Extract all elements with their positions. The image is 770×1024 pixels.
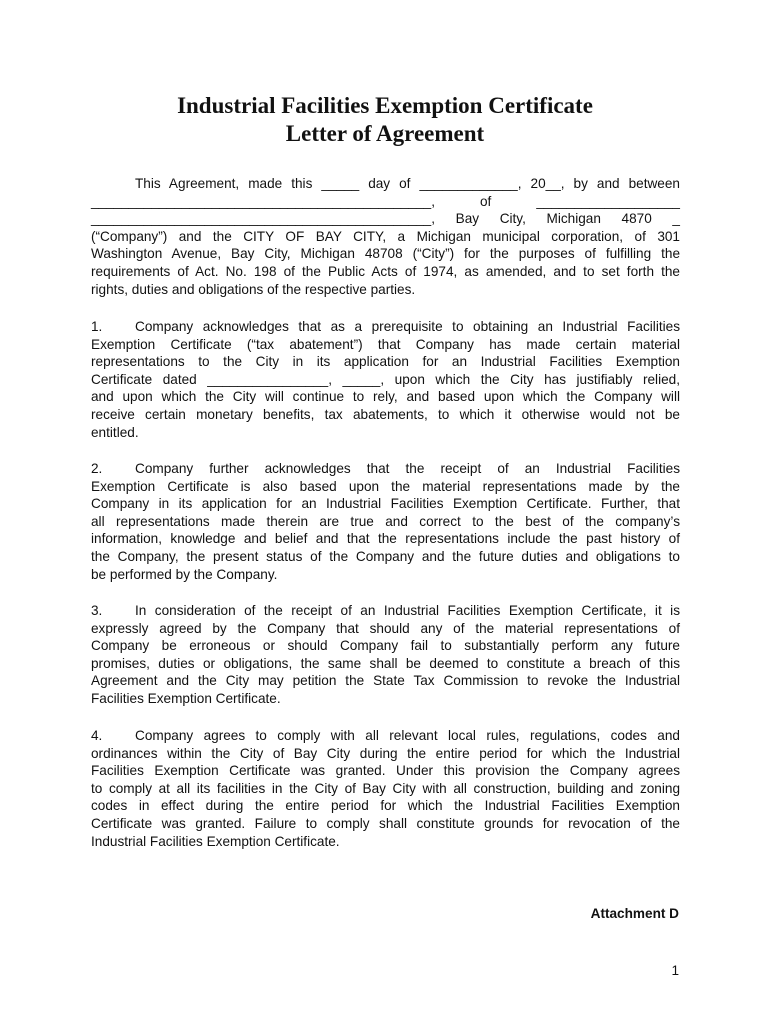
- paragraph-line: Facilities Exemption Certificate was granted. Under this provision the Company agrees: [91, 763, 680, 779]
- paragraph-line: Company further acknowledges that the receipt of an Industrial Facilities: [135, 461, 680, 476]
- paragraph-line: be performed by the Company.: [91, 566, 278, 582]
- paragraph-line: Agreement and the City may petition the State Tax Commission to revoke the Industrial: [91, 673, 680, 689]
- paragraph-line: information, knowledge and belief and that the representations include the past history of: [91, 531, 680, 547]
- intro-line: Washington Avenue, Bay City, Michigan 48708 (“City”) for the purposes of fulfilling the: [91, 246, 680, 262]
- intro-paragraph: [91, 175, 680, 298]
- intro-line: _____________________________________________, Bay City, Michigan 4870 _: [91, 211, 680, 227]
- paragraph-line: to comply at all its facilities in the City of Bay City with all construction, building and zoning: [91, 780, 680, 796]
- paragraph-line: and upon which the City will continue to rely, and based upon which the Company will: [91, 389, 680, 405]
- paragraph-line: expressly agreed by the Company that should any of the material representations of: [91, 620, 680, 636]
- paragraph-first-line: [91, 318, 680, 336]
- intro-line: requirements of Act. No. 198 of the Public Acts of 1974, as amended, and to set forth the: [91, 263, 680, 279]
- paragraph-line: Company agrees to comply with all relevant local rules, regulations, codes and: [135, 728, 680, 743]
- paragraph-3: [91, 602, 680, 708]
- paragraph-line: promises, duties or obligations, the same shall be deemed to constitute a breach of this: [91, 655, 680, 671]
- paragraph-first-line: [91, 727, 680, 745]
- paragraph-line: Certificate was granted. Failure to comply shall constitute grounds for revocation of the: [91, 815, 680, 831]
- paragraph-line: entitled.: [91, 424, 139, 440]
- paragraph-line: representations to the City in its application for an Industrial Facilities Exemption: [91, 354, 680, 370]
- paragraph-number: 2.: [91, 461, 103, 476]
- paragraph-2: [91, 460, 680, 583]
- paragraph-line: Facilities Exemption Certificate.: [91, 690, 281, 706]
- intro-line: rights, duties and obligations of the respective parties.: [91, 281, 416, 297]
- paragraph-number: 4.: [91, 728, 103, 743]
- paragraph-line: codes in effect during the entire period for which the Industrial Facilities Exemption: [91, 798, 680, 814]
- paragraph-line: Certificate dated ________________, _____, upon which the City has justifiably relied,: [91, 371, 680, 387]
- paragraph-line: Exemption Certificate (“tax abatement”) that Company has made certain material: [91, 336, 680, 352]
- paragraph-line: receive certain monetary benefits, tax abatements, to which it otherwise would not be: [91, 406, 680, 422]
- paragraph-line: Company be erroneous or should Company fail to substantially perform any future: [91, 638, 680, 654]
- paragraph-line: Exemption Certificate is also based upon the material representations made by the: [91, 478, 680, 494]
- paragraph-line: Company in its application for an Industrial Facilities Exemption Certificate. Further, that: [91, 496, 680, 512]
- paragraph-4: [91, 727, 680, 850]
- paragraph-line: Company acknowledges that as a prerequisite to obtaining an Industrial Facilities: [135, 319, 680, 334]
- intro-line: This Agreement, made this _____ day of _____________, 20__, by and between: [135, 176, 680, 191]
- paragraph-line: ordinances within the City of Bay City during the entire period for which the Industrial: [91, 745, 680, 761]
- paragraph-first-line: [91, 460, 680, 478]
- paragraph-first-line: [91, 602, 680, 620]
- intro-line: (“Company”) and the CITY OF BAY CITY, a Michigan municipal corporation, of 301: [91, 228, 680, 244]
- document-subtitle: Letter of Agreement: [285, 121, 485, 146]
- paragraph-line: Industrial Facilities Exemption Certificate.: [91, 833, 340, 849]
- page-number: 1: [671, 963, 679, 978]
- paragraph-line: all representations made therein are true and correct to the best of the company’s: [91, 513, 680, 529]
- document-title: Industrial Facilities Exemption Certificate: [177, 93, 593, 118]
- attachment-label: Attachment D: [590, 906, 679, 921]
- paragraph-number: 1.: [91, 319, 103, 334]
- paragraph-number: 3.: [91, 603, 103, 618]
- paragraph-line: the Company, the present status of the Company and the future duties and obligations to: [91, 548, 680, 564]
- intro-line: _____________________________________________, of ___________________: [91, 193, 680, 209]
- paragraph-1: [91, 318, 680, 441]
- paragraph-line: In consideration of the receipt of an Industrial Facilities Exemption Certificate, it is: [135, 603, 680, 618]
